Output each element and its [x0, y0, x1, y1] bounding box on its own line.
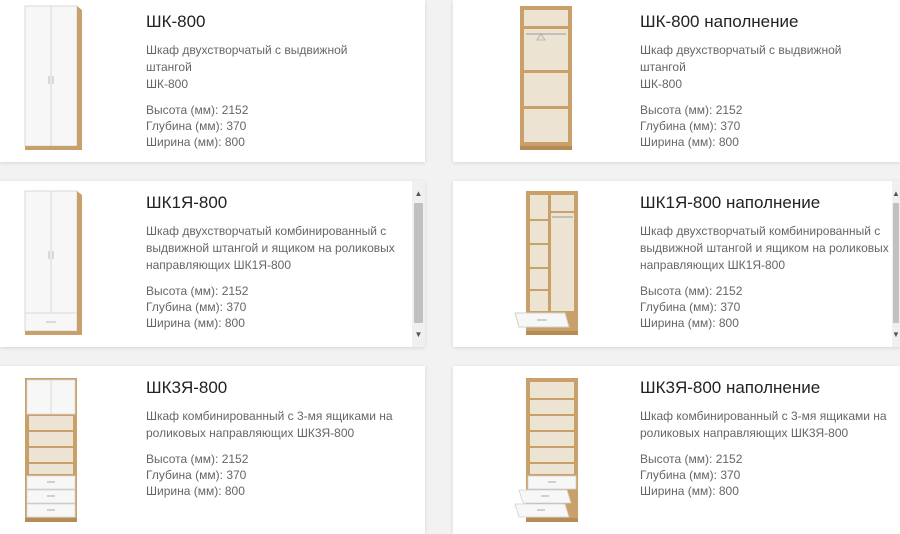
- product-image[interactable]: [453, 366, 583, 534]
- spec-width: Ширина (мм): 800: [146, 316, 245, 330]
- spec-depth: Глубина (мм): 370: [640, 468, 741, 482]
- product-title[interactable]: ШК1Я-800 наполнение: [640, 193, 821, 212]
- combo-open-wardrobe-icon: [513, 376, 579, 526]
- product-title[interactable]: ШК-800: [146, 12, 206, 31]
- spec-width: Ширина (мм): 800: [640, 484, 739, 498]
- product-info: [640, 193, 890, 331]
- scroll-down-icon[interactable]: ▼: [414, 330, 423, 339]
- scroll-up-icon[interactable]: ▲: [414, 189, 423, 198]
- product-image[interactable]: [453, 181, 583, 347]
- spec-height: Высота (мм): 2152: [640, 103, 743, 117]
- product-description: Шкаф двухстворчатый с выдвижной штангой ШК-800: [640, 43, 842, 91]
- product-info: [146, 378, 396, 499]
- scrollbar[interactable]: [412, 181, 425, 347]
- product-image[interactable]: [0, 0, 130, 162]
- spec-height: Высота (мм): 2152: [146, 103, 249, 117]
- spec-width: Ширина (мм): 800: [146, 135, 245, 149]
- product-info: [640, 378, 890, 499]
- product-title[interactable]: ШК3Я-800: [146, 378, 228, 397]
- spec-height: Высота (мм): 2152: [146, 452, 249, 466]
- product-description: Шкаф комбинированный с 3-мя ящиками на роликовых направляющих ШК3Я-800: [146, 409, 393, 440]
- product-description: Шкаф двухстворчатый комбинированный с выдвижной штангой и ящиком на роликовых направляющих ШК1Я-800: [146, 224, 395, 272]
- product-image[interactable]: [0, 181, 130, 347]
- spec-width: Ширина (мм): 800: [640, 316, 739, 330]
- product-card-shk3ya800-fill[interactable]: [453, 366, 900, 534]
- open-wardrobe-drawer-icon: [513, 189, 579, 339]
- spec-depth: Глубина (мм): 370: [640, 119, 741, 133]
- open-wardrobe-icon: [517, 4, 577, 154]
- product-title[interactable]: ШК3Я-800 наполнение: [640, 378, 821, 397]
- product-card-shk3ya800[interactable]: [0, 366, 425, 534]
- product-description: Шкаф двухстворчатый комбинированный с выдвижной штангой и ящиком на роликовых направляющих ШК1Я-800: [640, 224, 889, 272]
- closed-wardrobe-drawer-icon: [22, 189, 82, 339]
- product-title[interactable]: ШК-800 наполнение: [640, 12, 799, 31]
- spec-width: Ширина (мм): 800: [146, 484, 245, 498]
- closed-wardrobe-icon: [22, 4, 82, 154]
- spec-depth: Глубина (мм): 370: [640, 300, 741, 314]
- product-info: [146, 193, 396, 331]
- product-title[interactable]: ШК1Я-800: [146, 193, 228, 212]
- product-image[interactable]: [453, 0, 583, 162]
- scrollbar-thumb[interactable]: [414, 203, 423, 323]
- spec-width: Ширина (мм): 800: [640, 135, 739, 149]
- product-description: Шкаф комбинированный с 3-мя ящиками на роликовых направляющих ШК3Я-800: [640, 409, 887, 440]
- spec-height: Высота (мм): 2152: [640, 452, 743, 466]
- spec-depth: Глубина (мм): 370: [146, 468, 247, 482]
- scroll-up-icon[interactable]: ▲: [892, 189, 900, 198]
- product-card-shk1ya800-fill[interactable]: [453, 181, 900, 347]
- product-info: [146, 12, 396, 150]
- spec-height: Высота (мм): 2152: [640, 284, 743, 298]
- product-card-shk800[interactable]: [0, 0, 425, 162]
- product-image[interactable]: [0, 366, 130, 534]
- spec-depth: Глубина (мм): 370: [146, 119, 247, 133]
- scrollbar-thumb[interactable]: [893, 203, 899, 323]
- product-info: [640, 12, 890, 150]
- spec-height: Высота (мм): 2152: [146, 284, 249, 298]
- scroll-down-icon[interactable]: ▼: [892, 330, 900, 339]
- scrollbar[interactable]: [892, 181, 900, 347]
- combo-wardrobe-icon: [22, 376, 82, 526]
- spec-depth: Глубина (мм): 370: [146, 300, 247, 314]
- product-description: Шкаф двухстворчатый с выдвижной штангой ШК-800: [146, 43, 348, 91]
- product-card-shk800-fill[interactable]: [453, 0, 900, 162]
- product-card-shk1ya800[interactable]: [0, 181, 425, 347]
